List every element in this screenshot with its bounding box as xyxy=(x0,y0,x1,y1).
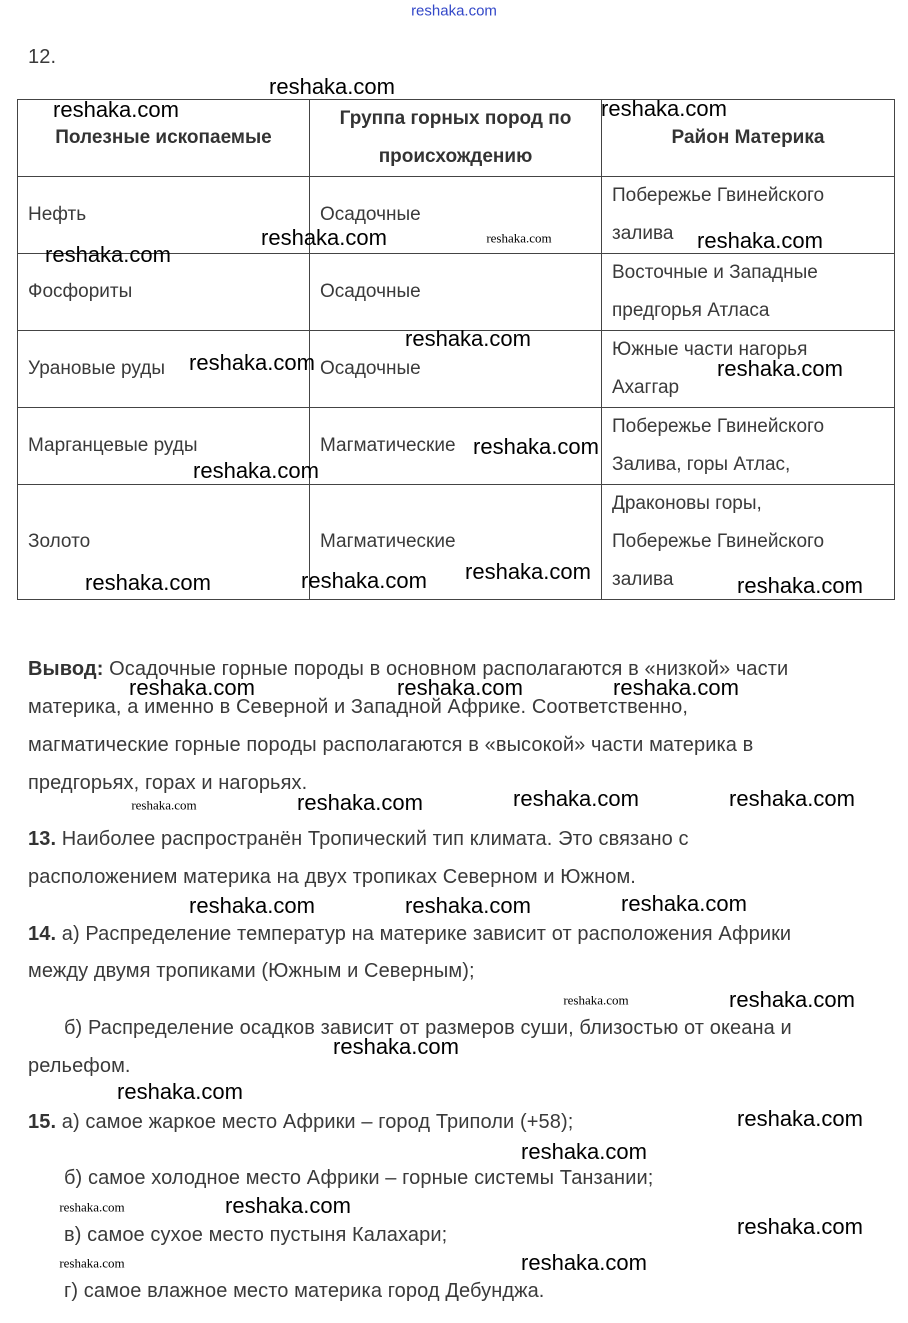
watermark: reshaka.com xyxy=(189,893,315,918)
task-13-line: расположением материка на двух тропиках Северном и Южном. xyxy=(28,866,636,888)
conclusion-line: предгорьях, горах и нагорьях. xyxy=(28,772,308,794)
watermark: reshaka.com xyxy=(621,891,747,916)
task-14-line: между двумя тропиками (Южным и Северным); xyxy=(28,960,475,982)
watermark: reshaka.com xyxy=(729,786,855,811)
watermark: reshaka.com xyxy=(333,1034,459,1059)
task-15-number: 15. xyxy=(28,1111,57,1133)
task-12-number: 12. xyxy=(28,46,57,68)
watermark: reshaka.com xyxy=(486,230,552,246)
watermark: reshaka.com xyxy=(59,1199,125,1215)
cell-region: Побережье Гвинейского залива xyxy=(602,177,895,254)
cell-group: Магматические xyxy=(310,408,602,485)
task-15-line: в) самое сухое место пустыня Калахари; xyxy=(64,1224,448,1246)
watermark: reshaka.com xyxy=(45,242,171,267)
conclusion-line: магматические горные породы располагаются в «высокой» части материка в xyxy=(28,734,754,756)
task-15-text: а) самое жаркое место Африки – город Триполи (+58); xyxy=(56,1111,574,1133)
watermark: reshaka.com xyxy=(261,225,387,250)
watermark: reshaka.com xyxy=(601,96,727,121)
watermark: reshaka.com xyxy=(129,675,255,700)
task-14-text: а) Распределение температур на материке зависит от расположения Африки xyxy=(56,923,792,945)
task-14-line: рельефом. xyxy=(28,1055,131,1077)
watermark: reshaka.com xyxy=(697,228,823,253)
watermark: reshaka.com xyxy=(717,356,843,381)
watermark: reshaka.com xyxy=(563,992,629,1008)
cell-mineral: Урановые руды xyxy=(18,331,310,408)
header-region: Район Материка xyxy=(602,100,895,177)
conclusion-line: материка, а именно в Северной и Западной Африке. Соответственно, xyxy=(28,696,689,718)
task-15-line: б) самое холодное место Африки – горные системы Танзании; xyxy=(64,1167,654,1189)
cell-region: Драконовы горы, Побережье Гвинейского залива xyxy=(602,485,895,600)
watermark: reshaka.com xyxy=(521,1139,647,1164)
table-row xyxy=(18,408,895,485)
watermark: reshaka.com xyxy=(405,893,531,918)
cell-group: Магматические xyxy=(310,485,602,600)
watermark: reshaka.com xyxy=(521,1250,647,1275)
watermark: reshaka.com xyxy=(737,573,863,598)
task-14-line: б) Распределение осадков зависит от размеров суши, близостью от океана и xyxy=(64,1017,792,1039)
cell-mineral: Золото xyxy=(18,485,310,600)
watermark: reshaka.com xyxy=(53,97,179,122)
header-rock-group: Группа горных пород по происхождению xyxy=(310,100,602,177)
task-15-line xyxy=(28,1112,573,1132)
task-15-line: г) самое влажное место материка город Дебунджа. xyxy=(64,1280,545,1302)
watermark: reshaka.com xyxy=(465,559,591,584)
task-13-text: Наиболее распространён Тропический тип климата. Это связано с xyxy=(56,828,689,850)
watermark: reshaka.com xyxy=(613,675,739,700)
cell-group: Осадочные xyxy=(310,331,602,408)
watermark: reshaka.com xyxy=(225,1193,351,1218)
task-13-line xyxy=(28,829,689,849)
cell-mineral: Марганцевые руды xyxy=(18,408,310,485)
task-13-number: 13. xyxy=(28,828,57,850)
cell-region: Южные части нагорья Ахаггар xyxy=(602,331,895,408)
cell-region: Побережье Гвинейского Залива, горы Атлас, xyxy=(602,408,895,485)
watermark: reshaka.com xyxy=(473,434,599,459)
task-14-line xyxy=(28,924,791,944)
cell-region: Восточные и Западные предгорья Атласа xyxy=(602,254,895,331)
watermark: reshaka.com xyxy=(513,786,639,811)
watermark: reshaka.com xyxy=(297,790,423,815)
watermark: reshaka.com xyxy=(737,1214,863,1239)
cell-mineral: Фосфориты xyxy=(18,254,310,331)
watermark: reshaka.com xyxy=(301,568,427,593)
site-watermark-header: reshaka.com xyxy=(411,2,497,20)
watermark: reshaka.com xyxy=(405,326,531,351)
conclusion-text: Осадочные горные породы в основном располагаются в «низкой» части xyxy=(103,658,789,680)
watermark: reshaka.com xyxy=(189,350,315,375)
watermark: reshaka.com xyxy=(193,458,319,483)
watermark: reshaka.com xyxy=(59,1255,125,1271)
watermark: reshaka.com xyxy=(737,1106,863,1131)
watermark: reshaka.com xyxy=(117,1079,243,1104)
watermark: reshaka.com xyxy=(729,987,855,1012)
cell-group: Осадочные xyxy=(310,177,602,254)
conclusion-label: Вывод: xyxy=(28,658,104,680)
watermark: reshaka.com xyxy=(269,74,395,99)
cell-mineral: Нефть xyxy=(18,177,310,254)
header-minerals: Полезные ископаемые xyxy=(18,100,310,177)
watermark: reshaka.com xyxy=(85,570,211,595)
watermark: reshaka.com xyxy=(397,675,523,700)
cell-group: Осадочные xyxy=(310,254,602,331)
watermark: reshaka.com xyxy=(131,797,197,813)
task-14-number: 14. xyxy=(28,923,57,945)
